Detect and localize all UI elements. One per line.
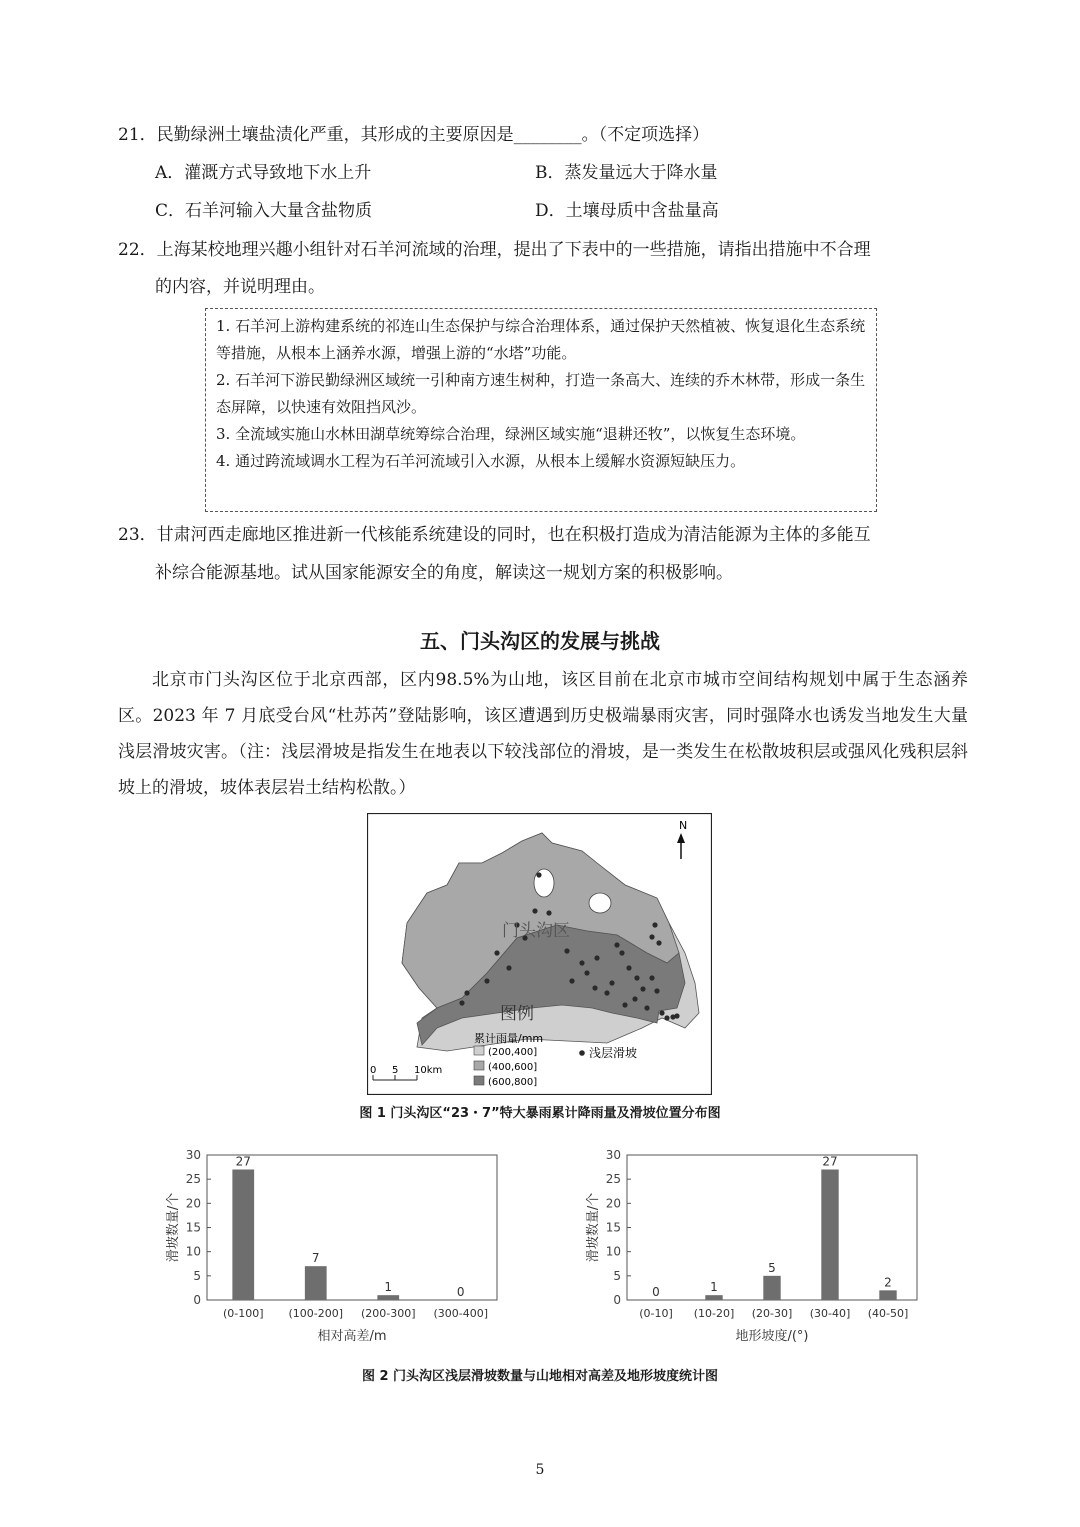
chart-slope-angle xyxy=(575,1145,930,1360)
legend-range-1: (200,400] xyxy=(488,1047,538,1058)
landslide-dot xyxy=(652,922,657,927)
y-tick-label: 5 xyxy=(613,1268,621,1283)
y-tick-label: 0 xyxy=(193,1293,201,1307)
bar xyxy=(821,1170,838,1301)
y-tick-label: 25 xyxy=(605,1172,621,1187)
legend-range-2: (400,600] xyxy=(488,1062,538,1073)
y-tick-label: 10 xyxy=(185,1244,201,1259)
landslide-dot xyxy=(609,980,614,985)
x-tick-label: (300-400] xyxy=(433,1307,489,1320)
section-paragraph: 北京市门头沟区位于北京西部，区内98.5%为山地，该区目前在北京市城市空间结构规划中属于生态涵养区。2023 年 7 月底受台风“杜苏芮”登陆影响，该区遭遇到历史极端暴雨灾害，同时强降水也诱发当地发生大量浅层滑坡灾害。（注：浅层滑坡是指发生在地表以下较浅部位的滑坡，是一类发生在松散坡积层或强风化残积层斜坡上的滑坡，坡体表层岩土结构松散。） xyxy=(118,670,968,798)
x-tick-label: (10-20] xyxy=(693,1307,735,1320)
landslide-dot xyxy=(649,934,654,939)
landslide-dot xyxy=(659,1010,664,1015)
y-axis-label: 滑坡数量/个 xyxy=(166,1192,181,1263)
north-label: N xyxy=(679,819,688,832)
legend-landslide: 浅层滑坡 xyxy=(589,1046,638,1060)
landslide-dot xyxy=(464,990,469,995)
bar-value-label: 1 xyxy=(384,1280,393,1295)
y-tick-label: 5 xyxy=(193,1268,201,1283)
question-21-stem: 21．民勤绿洲土壤盐渍化严重，其形成的主要原因是________。（不定项选择） xyxy=(118,125,710,145)
question-23-line2: 补综合能源基地。试从国家能源安全的角度，解读这一规划方案的积极影响。 xyxy=(155,563,733,583)
measure-item: 1. 石羊河上游构建系统的祁连山生态保护与综合治理体系，通过保护天然植被、恢复退化生态系统等措施，从根本上涵养水源，增强上游的“水塔”功能。 xyxy=(216,317,866,362)
landslide-dot xyxy=(604,990,609,995)
question-22-line1: 22．上海某校地理兴趣小组针对石羊河流域的治理，提出了下表中的一些措施，请指出措施中不合理 xyxy=(118,240,871,260)
bar-value-label: 2 xyxy=(884,1275,892,1290)
question-21-option-d: D．土壤母质中含盐量高 xyxy=(535,201,719,221)
question-23-line1: 23．甘肃河西走廊地区推进新一代核能系统建设的同时，也在积极打造成为清洁能源为主体的多能互 xyxy=(118,525,871,545)
legend-rain-title: 累计雨量/mm xyxy=(474,1032,544,1045)
landslide-dot xyxy=(654,988,659,993)
measure-item: 2. 石羊河下游民勤绿洲区域统一引种南方速生树种，打造一条高大、连续的乔木林带，形成一条生态屏障，以快速有效阻挡风沙。 xyxy=(216,371,866,416)
x-tick-label: (200-300] xyxy=(360,1307,416,1320)
y-tick-label: 30 xyxy=(185,1148,201,1162)
measures-box xyxy=(205,308,877,512)
chart-relative-height xyxy=(155,1145,510,1360)
bar-value-label: 27 xyxy=(235,1154,251,1169)
bar-value-label: 27 xyxy=(822,1154,838,1169)
bar xyxy=(377,1295,399,1300)
x-tick-label: (0-100] xyxy=(222,1307,264,1320)
legend-range-3: (600,800] xyxy=(488,1077,538,1088)
landslide-dot xyxy=(569,978,574,983)
bar xyxy=(879,1290,896,1300)
scale-0: 0 xyxy=(370,1065,377,1076)
figure-1-caption: 图 1 门头沟区“23・7”特大暴雨累计降雨量及滑坡位置分布图 xyxy=(359,1106,721,1121)
x-tick-label: (40-50] xyxy=(867,1307,909,1320)
y-axis-label: 滑坡数量/个 xyxy=(586,1192,601,1263)
landslide-dot xyxy=(632,996,637,1001)
question-21-option-a: A．灌溉方式导致地下水上升 xyxy=(155,163,372,183)
x-tick-label: (20-30] xyxy=(751,1307,793,1320)
landslide-dot xyxy=(506,965,511,970)
landslide-dot xyxy=(622,1002,627,1007)
question-21-option-c: C．石羊河输入大量含盐物质 xyxy=(155,201,373,221)
bar-value-label: 0 xyxy=(456,1285,465,1299)
rainfall-landslide-map xyxy=(367,813,712,1095)
legend-title: 图例 xyxy=(500,1004,534,1024)
bar xyxy=(763,1276,780,1300)
landslide-dot xyxy=(594,955,599,960)
y-tick-label: 20 xyxy=(185,1196,201,1211)
bar xyxy=(705,1295,722,1300)
x-tick-label: (100-200] xyxy=(288,1307,344,1320)
scale-10km: 10km xyxy=(414,1065,443,1076)
landslide-dot xyxy=(532,908,537,913)
landslide-dot xyxy=(584,970,589,975)
landslide-dot xyxy=(640,986,645,991)
landslide-dot xyxy=(634,975,639,980)
x-tick-label: (30-40] xyxy=(809,1307,851,1320)
x-axis-label: 相对高差/m xyxy=(317,1329,387,1344)
x-tick-label: (0-10] xyxy=(639,1307,673,1320)
landslide-dot xyxy=(614,942,619,947)
y-tick-label: 10 xyxy=(605,1244,621,1259)
question-21-option-b: B．蒸发量远大于降水量 xyxy=(535,163,718,183)
measure-item: 4. 通过跨流域调水工程为石羊河流域引入水源，从根本上缓解水资源短缺压力。 xyxy=(216,452,746,470)
y-tick-label: 15 xyxy=(605,1220,621,1235)
page-number: 5 xyxy=(535,1462,545,1478)
district-label: 门头沟区 xyxy=(502,921,570,941)
landslide-dot xyxy=(484,978,489,983)
bar xyxy=(305,1266,327,1300)
landslide-dot xyxy=(592,985,597,990)
landslide-dot xyxy=(644,1005,649,1010)
y-tick-label: 30 xyxy=(605,1148,621,1162)
y-tick-label: 25 xyxy=(185,1172,201,1187)
scale-5: 5 xyxy=(392,1065,399,1076)
landslide-dot xyxy=(459,1000,464,1005)
landslide-dot xyxy=(674,1013,679,1018)
section-title: 五、门头沟区的发展与挑战 xyxy=(420,629,660,653)
y-tick-label: 20 xyxy=(605,1196,621,1211)
landslide-dot xyxy=(536,872,541,877)
landslide-dot xyxy=(564,948,569,953)
landslide-dot xyxy=(664,1015,669,1020)
question-22-line2: 的内容，并说明理由。 xyxy=(155,277,325,297)
measure-item: 3. 全流域实施山水林田湖草统筹综合治理，绿洲区域实施“退耕还牧”，以恢复生态环境。 xyxy=(216,425,806,443)
landslide-dot xyxy=(656,940,661,945)
bar-value-label: 0 xyxy=(652,1285,660,1299)
figure-2-caption: 图 2 门头沟区浅层滑坡数量与山地相对高差及地形坡度统计图 xyxy=(361,1369,719,1384)
landslide-dot xyxy=(649,975,654,980)
landslide-dot xyxy=(579,960,584,965)
landslide-dot xyxy=(494,950,499,955)
bar-value-label: 1 xyxy=(710,1280,718,1295)
y-tick-label: 0 xyxy=(613,1293,621,1307)
bar xyxy=(232,1170,254,1301)
landslide-dot xyxy=(626,965,631,970)
bar-value-label: 5 xyxy=(768,1260,776,1275)
landslide-dot xyxy=(619,950,624,955)
y-tick-label: 15 xyxy=(185,1220,201,1235)
x-axis-label: 地形坡度/(°) xyxy=(735,1329,809,1344)
landslide-dot xyxy=(546,910,551,915)
bar-value-label: 7 xyxy=(311,1251,320,1266)
